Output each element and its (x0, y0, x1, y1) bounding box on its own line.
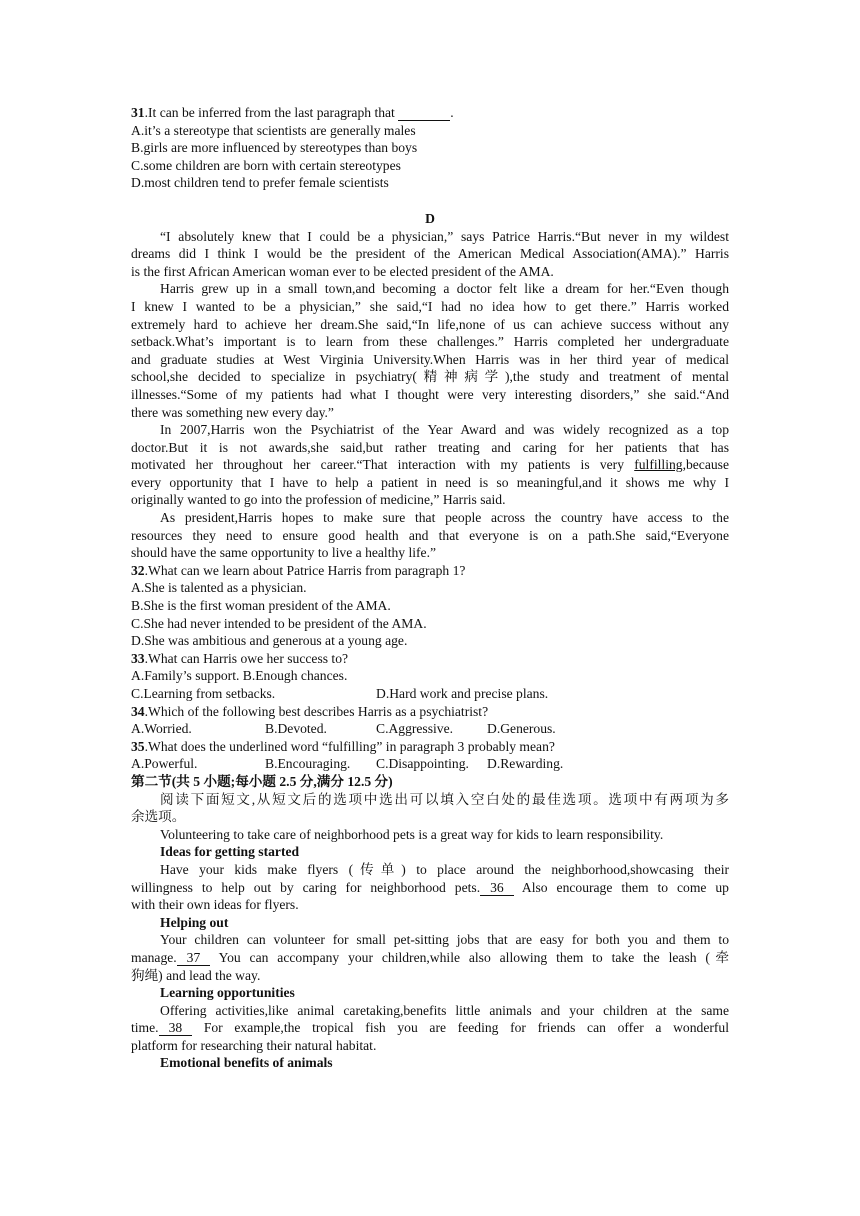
question-35-options (131, 755, 729, 773)
question-31-stem: 31.It can be inferred from the last paragraph that . (131, 105, 454, 120)
passage-line: Offering activities,like animal caretaking,benefits little animals and your children at the same (160, 1002, 729, 1018)
subheading-helping-out: Helping out (160, 914, 229, 930)
question-35-option-a: A.Powerful. (131, 756, 198, 772)
blank-38: 38 (159, 1021, 193, 1036)
passage-d-p4-line: As president,Harris hopes to make sure that people across the country have access to the (160, 510, 729, 526)
question-number: 32 (131, 562, 145, 578)
passage-d-p2-line: Harris grew up in a small town,and becoming a doctor felt like a dream for her.“Even though (160, 281, 729, 297)
passage-d-p4-line: should have the same opportunity to live a healthy life.” (131, 545, 437, 561)
passage-d-p2-line: setback.What’s important is to learn from these challenges.” Harris completed her undergraduate (131, 334, 729, 350)
passage-line: time. 38 For example,the tropical fish you are feeding for friends can offer a wonderful (131, 1020, 729, 1036)
question-number: 31 (131, 105, 145, 120)
passage-line: Have your kids make flyers (传单) to place around the neighborhood,showcasing their (160, 861, 729, 877)
passage-line: manage. 37 You can accompany your children,while also allowing them to take the leash (牵 (131, 949, 729, 965)
passage-line: platform for researching their natural habitat. (131, 1037, 377, 1053)
question-32-option-a: A.She is talented as a physician. (131, 580, 307, 596)
passage-d-p3-line: originally wanted to go into the profession of medicine,” Harris said. (131, 492, 506, 508)
question-number: 35 (131, 738, 145, 754)
question-35-option-c: C.Disappointing. (376, 756, 469, 772)
question-31-option-c: C.some children are born with certain stereotypes (131, 157, 401, 173)
question-34-option-d: D.Generous. (487, 721, 556, 737)
passage-d-p1-line: “I absolutely knew that I could be a physician,” says Patrice Harris.“But never in my wildest (160, 228, 729, 244)
question-32-stem: 32.What can we learn about Patrice Harris from paragraph 1? (131, 562, 466, 578)
passage-d-p2-line: school,she decided to specialize in psychiatry(精神病学),the study and treatment of mental (131, 369, 729, 385)
question-33-option-d: D.Hard work and precise plans. (376, 686, 549, 701)
question-32-option-d: D.She was ambitious and generous at a young age. (131, 633, 408, 649)
question-35-option-b: B.Encouraging. (265, 756, 351, 772)
question-32-option-c: C.She had never intended to be president of the AMA. (131, 615, 427, 631)
passage-d-heading: D (425, 210, 435, 226)
question-31-option-d: D.most children tend to prefer female scientists (131, 175, 389, 191)
question-34-option-b: B.Devoted. (265, 721, 327, 737)
section-2-instructions: 阅读下面短文,从短文后的选项中选出可以填入空白处的最佳选项。选项中有两项为多 (160, 791, 729, 807)
underlined-word: fulfilling (634, 457, 683, 473)
passage-d-p3-line: doctor.But it is not awards,she said,but rather treating and caring for her patients that has (131, 439, 729, 455)
passage-line: 狗绳) and lead the way. (131, 967, 261, 983)
passage-d-p3-line: motivated her throughout her career.“That interaction with my patients is very fulfilling,because (131, 457, 729, 473)
question-33-options-cd (131, 685, 729, 703)
question-31-option-a: A.it’s a stereotype that scientists are generally males (131, 122, 416, 138)
question-34-option-c: C.Aggressive. (376, 721, 454, 737)
passage-d-p3-line: every opportunity that I have to help a patient in need is so meaningful,and it shows me why I (131, 474, 729, 490)
blank-37: 37 (177, 951, 211, 966)
subheading-emotional-benefits: Emotional benefits of animals (160, 1055, 333, 1071)
section-2-instructions: 余选项。 (131, 809, 186, 825)
blank-36: 36 (480, 881, 514, 896)
answer-blank (398, 106, 450, 121)
question-34-option-a: A.Worried. (131, 721, 192, 737)
passage-d-p2-line: and graduate studies at West Virginia University.When Harris was in her third year of medical (131, 351, 729, 367)
question-34-options (131, 720, 729, 738)
subheading-learning-opportunities: Learning opportunities (160, 985, 295, 1001)
question-35-stem: 35.What does the underlined word “fulfilling” in paragraph 3 probably mean? (131, 738, 555, 754)
passage-d-p3-line: In 2007,Harris won the Psychiatrist of the Year Award and was widely recognized as a top (160, 422, 729, 438)
passage-line: with their own ideas for flyers. (131, 897, 299, 913)
passage-d-p1-line: dreams did I think I would be the president of the American Medical Association(AMA).” Harris (131, 246, 729, 262)
question-35-option-d: D.Rewarding. (487, 756, 564, 772)
subheading-getting-started: Ideas for getting started (160, 844, 300, 860)
question-32-option-b: B.She is the first woman president of the AMA. (131, 598, 391, 614)
passage-line: Your children can volunteer for small pet-sitting jobs that are easy for both you and them to (160, 932, 729, 948)
document-page (131, 104, 729, 1072)
question-number: 33 (131, 650, 145, 666)
passage-intro: Volunteering to take care of neighborhood pets is a great way for kids to learn responsibility. (160, 826, 664, 842)
question-number: 34 (131, 703, 145, 719)
passage-line: willingness to help out by caring for neighborhood pets. 36 Also encourage them to come up (131, 879, 729, 895)
passage-d-p2-line: there was something new every day.” (131, 404, 334, 420)
passage-d-p2-line: I knew I wanted to be a physician,” she said,“I had no idea how to get there.” Harris worked (131, 298, 729, 314)
section-2-heading: 第二节(共 5 小题;每小题 2.5 分,满分 12.5 分) (131, 773, 393, 789)
question-34-stem: 34.Which of the following best describes Harris as a psychiatrist? (131, 703, 489, 719)
passage-d-p2-line: extremely hard to achieve her dream.She said,“In life,none of us can achieve success without any (131, 316, 729, 332)
question-33-options-ab: A.Family’s support. B.Enough chances. (131, 668, 348, 684)
question-31-option-b: B.girls are more influenced by stereotypes than boys (131, 140, 418, 156)
question-33-option-c: C.Learning from setbacks. (131, 686, 276, 701)
passage-d-p4-line: resources they need to ensure good health and that everyone is on a path.She said,“Everyone (131, 527, 729, 543)
passage-d-p1-line: is the first African American woman ever to be elected president of the AMA. (131, 263, 554, 279)
question-33-stem: 33.What can Harris owe her success to? (131, 650, 349, 666)
passage-d-p2-line: illnesses.“Some of my patients had what I thought were very interesting disorders,” she said.“And (131, 386, 729, 402)
